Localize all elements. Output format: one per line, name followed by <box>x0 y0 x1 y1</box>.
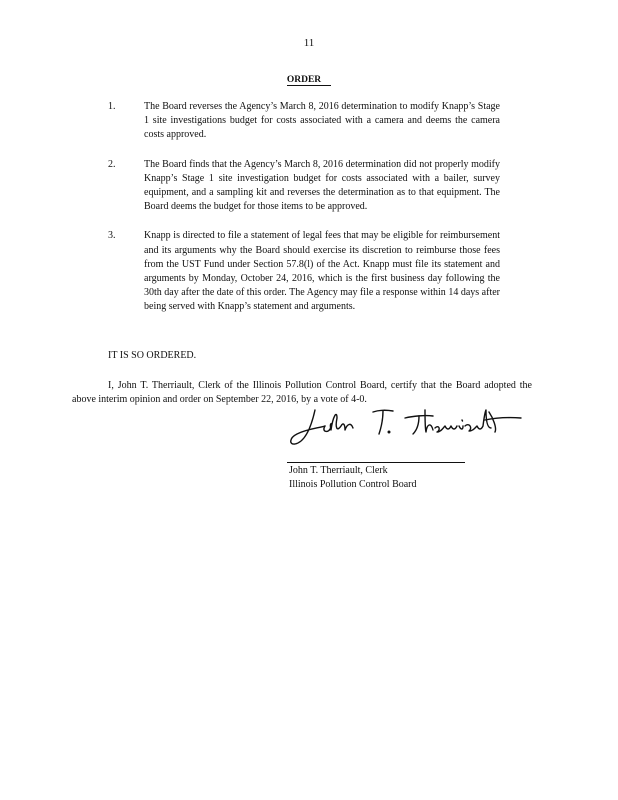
signer-block <box>289 464 417 492</box>
order-item-text: The Board reverses the Agency’s March 8, 2016 determination to modify Knapp’s Stage 1 site investigations budget for costs associated with a camera and deems the camera costs approved. <box>144 101 500 141</box>
signer-organization: Illinois Pollution Control Board <box>289 479 417 490</box>
order-item-number: 3. <box>108 230 116 242</box>
order-item <box>108 100 500 143</box>
order-heading <box>0 75 618 85</box>
signer-name-title: John T. Therriault, Clerk <box>289 465 388 476</box>
order-items-list <box>108 100 500 330</box>
clerk-signature <box>285 398 535 458</box>
signature-line <box>287 462 465 463</box>
order-item-text: The Board finds that the Agency’s March 8, 2016 determination did not properly modify Knapp’s Stage 1 site investigation budget for costs associated with a bailer, survey equipment, and a sampling kit and reverses the determination as to that equipment. The Board deems the budget for those items to be approved. <box>144 158 500 213</box>
order-item <box>108 158 500 215</box>
order-item-number: 1. <box>108 101 116 112</box>
clerk-certification: I, John T. Therriault, Clerk of the Illinois Pollution Control Board, certify that the Board adopted the above interim opinion and order on September 22, 2016, by a vote of 4-0. <box>72 380 532 405</box>
order-item-number: 2. <box>108 158 116 170</box>
page-number: 11 <box>303 37 315 49</box>
order-item-text: Knapp is directed to file a statement of legal fees that may be eligible for reimbursement and its arguments why the Board should exercise its discretion to reimburse those fees from the UST Fund under Section 57.8(l) of the Act. Knapp must file its statement and arguments by Monday, October 24, 2016, which is the first business day following the 30th day after the date of this order. The Agency may file a response within 14 days after being served with Knapp’s statement and arguments. <box>144 230 500 313</box>
order-heading-text: ORDER <box>287 75 331 86</box>
so-ordered-statement: IT IS SO ORDERED. <box>108 350 197 361</box>
order-item <box>108 229 500 314</box>
